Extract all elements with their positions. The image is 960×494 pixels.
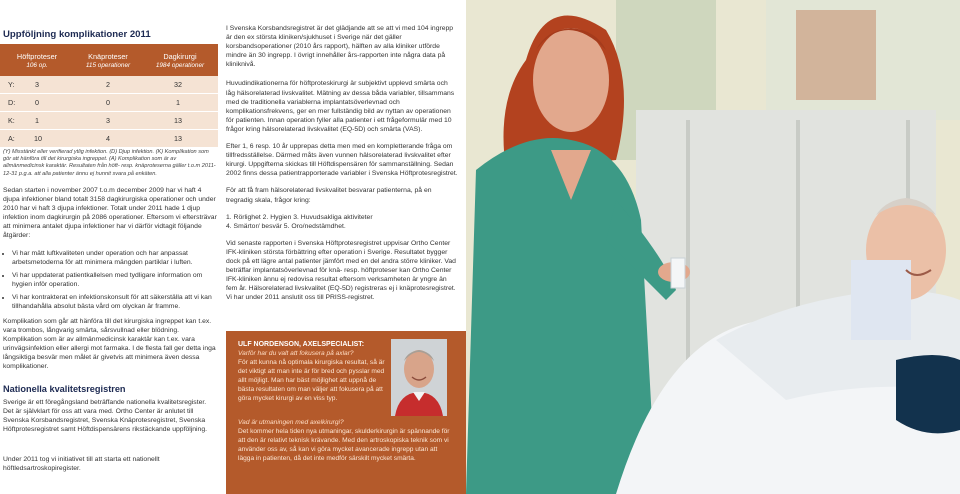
qol-list-1: 1. Rörlighet 2. Hygien 3. Huvudsakliga aktiviteter xyxy=(226,213,373,221)
registry-heading: Nationella kvalitetsregistren xyxy=(3,384,126,394)
interview-answer-1: För att kunna nå optimala kirurgiska resultat, så är det viktigt att man inte är för bred och pysslar med allt möjligt. Man har bäst möjlighet att uppnå de bästa resultaten om man väljer att fokusera på att göra mycket kirurgi av en viss typ. xyxy=(238,359,385,402)
paragraph-indications: Huvudindikationerna för höftproteskirurgi är subjektivt upplevd smärta och låg hälsorelaterad livskvalitet. Mätning av dessa båda variabler, tillsammans med de traditionella variablerna implantatsöverlevnad och komplikationsfrekvens, ger en mer fullständig bild av nyttan av operationen för patienten. Innan operation fyller alla patienter i ett frågeformulär med 10 frågor kring hälsorelaterad livskvalitet (EQ-5D) och smärta (VAS). xyxy=(226,80,455,133)
table-row: D: 0 0 1 xyxy=(0,94,218,111)
table-row: K: 1 3 13 xyxy=(0,112,218,129)
left-column xyxy=(0,0,218,494)
measures-list xyxy=(3,249,218,316)
portrait-image xyxy=(391,339,447,416)
paragraph-acl-registry: I Svenska Korsbandsregistret är det glädjande att se att vi med 104 ingrepp är den ex största kliniken/sjukhuset i Sverige när det gäller korsbandsoperationer (2010 års rapport), hälften av alla kliniker utförde mindre än 30 ingrepp. I övrigt innehåller års-rapporten inte några data på kliniknivå. xyxy=(226,25,454,69)
paragraph-hip-arthroscopy: Under 2011 tog vi initiativet till att starta ett nationellt höftledsartroskopiregister. xyxy=(3,456,160,473)
section-title: Uppföljning komplikationer 2011 xyxy=(3,29,151,40)
paragraph-quality-of-life: För att få fram hälsorelaterad livskvalitet besvarar patienterna, på en tregradig skala, frågor kring: xyxy=(226,187,432,204)
complications-table-body xyxy=(0,76,218,148)
list-item: • Vi har kontrakterat en infektionskonsult för att säkerställa att vi kan tillhandahålla absolut bästa vård om olyckan är framme. xyxy=(12,293,218,311)
col-daysurgery: Dagkirurgi 1984 operationer xyxy=(155,52,205,69)
paragraph-registries: Sverige är ett föregångsland beträffande nationella kvalitetsregister. Det är självklart för oss att vara med. Ortho Center är anlutet till Svenska Korsbandsregistret, Svenska Knäprotesregistret, Svenska Höftprotesregistret samt Höftdispensärens rikstäckande uppföljning. xyxy=(3,399,208,434)
col-hip: Höftproteser 106 op. xyxy=(16,52,58,69)
list-item: • Vi har mätt luftkvaliteten under operation och har anpassat arbetsmetoderna för att minimera mängden partiklar i luften. xyxy=(12,249,218,267)
interview-question-1: Varför har du valt att fokusera på axlar? xyxy=(238,350,354,357)
col-knee: Knäproteser 115 operationer xyxy=(85,52,131,69)
interview-question-2: Vad är utmaningen med axelkirurgi? xyxy=(238,419,344,426)
portrait-photo xyxy=(391,339,447,416)
table-footnote: (Y) Misstänkt eller verifierad ytlig infektion. (D) Djup infektion. (K) Komplikation som gör att hänföra till det kirurgiska ingreppet. (A) Komplikation som är av allmänmedicinsk karaktär. Resultaten från höft- resp. knäproteserna gäller t.o.m 2011-12-31 p.g.a. att alla patienter ännu ej hunnit svara på enkäten. xyxy=(3,149,216,177)
paragraph-infections: Sedan starten i november 2007 t.o.m december 2009 har vi haft 4 djupa infektioner bland totalt 3158 dagkirurgiska operationer och under 2010 har vi haft 3 djupa infektioner. Totalt under 2011 hade 1 djup infektion inom dagkirurgin på 2086 operationer. Eftersom vi eftersträvar att minimera antalet djupa infektioner har vi därför vidtagit följande åtgärder: xyxy=(3,187,217,240)
complications-table-header xyxy=(0,44,218,76)
table-row: Y: 3 2 32 xyxy=(0,76,218,93)
table-row: A: 10 4 13 xyxy=(0,130,218,147)
paragraph-latest-report: Vid senaste rapporten i Svenska Höftprotesregistret uppvisar Ortho Center IFK-kliniken största förbättring efter operation i Sverige. Resultatet bygger dock på ett lägre antal patienter jämfört med en del andra större kliniker. Vad beträffar implantatsöverlevnad för knä- resp. höftproteser kan Ortho Center IFK-kliniken ännu ej redovisa resultat eftersom verksamheten är yngre än fem år. Hälsorelaterad livskvalitet (EQ-5D) registreras ej i knäprotesregistret. Vi har under 2011 anslutit oss till PRISS-registret. xyxy=(226,239,456,302)
paragraph-followup: Efter 1, 6 resp. 10 år upprepas detta men med en kompletterande fråga om tillfredsställelse. Därmed måts även vunnen hälsorelaterad livskvalitet efter kirurgi. Uppgifterna skickas till Höftdispensären för sammanställning. Sedan 2002 finns dessa patientrapporterade variabler i Svenska Höftprotesregistret. xyxy=(226,143,458,178)
list-item: • Vi har uppdaterat patientkallelsen med tydligare information om hygien inför operation. xyxy=(12,271,218,289)
nurse-patient-illustration xyxy=(466,0,960,494)
interview-title: ULF NORDENSON, AXELSPECIALIST: xyxy=(238,341,365,348)
photo-nurse-patient xyxy=(466,0,960,494)
qol-list-2: 4. Smärtor/ besvär 5. Oro/nedstämdhet. xyxy=(226,222,346,230)
paragraph-complications: Komplikation som går att hänföra till det kirurgiska ingreppet kan t.ex. vara trombos, långvarig smärta, sårsvullnad eller blödning. Komplikation som är av allmänmedicinsk karaktär kan t.ex. vara urinvägsinfektion eller allergi mot farmaka. I de flesta fall ger detta inga långsiktiga besvär men målet är givetvis att minimera även dessa komplikationer. xyxy=(3,318,216,371)
interview-answer-2: Det kommer hela tiden nya utmaningar, skulderkirurgin är spännande för att den är relativt teknisk krävande. Med den artroskopiska teknik som vi använder oss av, så kan vi göra mycket avancerade ingrepp utan att lägga in patienten, då det inte medför särskilt mycket smärta. xyxy=(238,428,450,462)
